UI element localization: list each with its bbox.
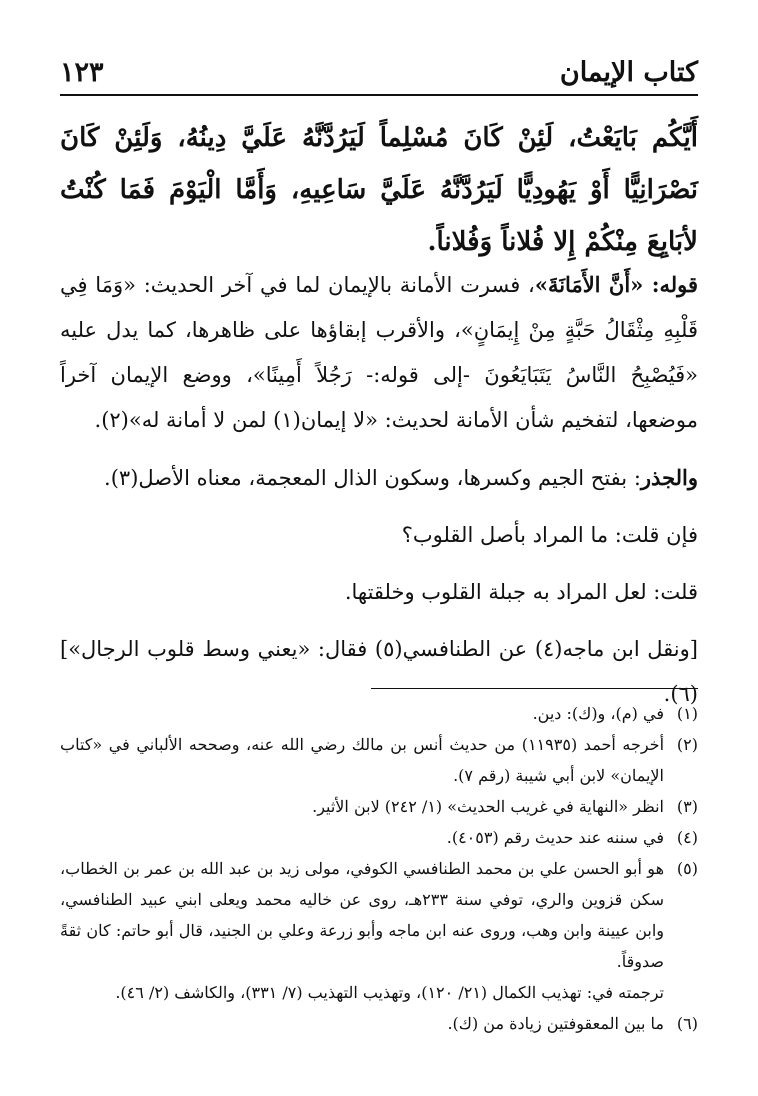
- footnote-number: (٦): [676, 1014, 698, 1033]
- footnote: [60, 698, 698, 729]
- hadith-text: أَيَّكُم بَايَعْتُ، لَئِنْ كَانَ مُسْلِماً لَيَرُدَّنَّهُ عَلَيَّ دِينُهُ، وَلَئِنْ كَانَ نَصْرَانِيًّا أَوْ يَهُودِيًّا لَيَرُدَّنَّهُ عَلَيَّ سَاعِيهِ، وَأَمَّا الْيَوْمَ فَمَا كُنْتُ لأبَايِعَ مِنْكُمْ إِلا فُلاناً وَفُلاناً.: [60, 123, 698, 257]
- footnote-number: (١): [676, 704, 698, 723]
- footnote-text: أخرجه أحمد (١١٩٣٥) من حديث أنس بن مالك رضي الله عنه، وصححه الألباني في «كتاب الإيمان» لابن أبي شيبة (رقم ٧).: [60, 735, 665, 785]
- footnotes: [60, 698, 698, 1039]
- commentary-text-2: : بفتح الجيم وكسرها، وسكون الذال المعجمة، معناه الأصل(٣).: [104, 466, 641, 490]
- footnote: [60, 822, 698, 853]
- footnote-text: ترجمته في: تهذيب الكمال (٢١/ ١٢٠)، وتهذيب التهذيب (٧/ ٣٣١)، والكاشف (٢/ ٤٦).: [115, 983, 664, 1002]
- footnote-text: في سننه عند حديث رقم (٤٠٥٣).: [446, 828, 664, 847]
- commentary-label-1: قوله: «أَنَّ الأَمَانَةَ»: [534, 272, 698, 297]
- page-number: ١٢٣: [60, 57, 104, 88]
- footnote-text: في (م)، و(ك): دين.: [532, 704, 664, 723]
- footnote: [60, 729, 698, 791]
- commentary: [60, 262, 698, 717]
- commentary-text-1: ، فسرت الأمانة بالإيمان لما في آخر الحديث: «وَمَا فِي قَلْبِهِ مِثْقَالُ حَبَّةٍ مِنْ إِيمَانٍ»، والأقرب إبقاؤها على ظاهرها، كما يدل عليه «فَيُصْبِحُ النَّاسُ يَتَبَايَعُونَ -إلى قوله:- رَجُلاً أَمِينًا»، ووضع الإيمان آخراً موضعها، لتفخيم شأن الأمانة لحديث: «لا إيمان(١) لمن لا أمانة له»(٢).: [60, 273, 698, 432]
- commentary-label-2: والجذر: [640, 465, 698, 490]
- footnote: [60, 791, 698, 822]
- question-paragraph: فإن قلت: ما المراد بأصل القلوب؟: [401, 523, 698, 547]
- footnote-number: [664, 977, 698, 1008]
- commentary-paragraph-1: [60, 262, 698, 443]
- footnote-number: (٤): [676, 828, 698, 847]
- quote-paragraph: [ونقل ابن ماجه(٤) عن الطنافسي(٥) فقال: «يعني وسط قلوب الرجال»](٦).: [60, 637, 698, 706]
- footnote-number: (٣): [676, 797, 698, 816]
- book-title: كتاب الإيمان: [559, 57, 698, 88]
- footnote: [60, 853, 698, 977]
- answer-paragraph: قلت: لعل المراد به جبلة القلوب وخلقتها.: [344, 580, 698, 604]
- footnote-number: (٢): [676, 735, 698, 754]
- footnote-text: ما بين المعقوفتين زيادة من (ك).: [447, 1014, 664, 1033]
- footnote-divider: [371, 688, 698, 689]
- commentary-paragraph-2: [60, 455, 698, 501]
- page-header: [60, 52, 698, 96]
- footnote-number: (٥): [676, 859, 698, 878]
- footnote-text: هو أبو الحسن علي بن محمد الطنافسي الكوفي، مولى زيد بن عبد الله بن عمر بن الخطاب، سكن قزوين والري، توفي سنة ٢٣٣هـ، روى عن خاليه محمد ويعلى ابني عبيد الطنافسي، وابن عيينة وابن وهب، وروى عنه ابن ماجه وأبو زرعة وعلي بن الجنيد، قال أبو حاتم: كان ثقةً صدوقاً.: [60, 859, 664, 971]
- footnote-text: انظر «النهاية في غريب الحديث» (١/ ٢٤٢) لابن الأثير.: [312, 797, 664, 816]
- footnote: [60, 1008, 698, 1039]
- footnote-continuation: [60, 977, 698, 1008]
